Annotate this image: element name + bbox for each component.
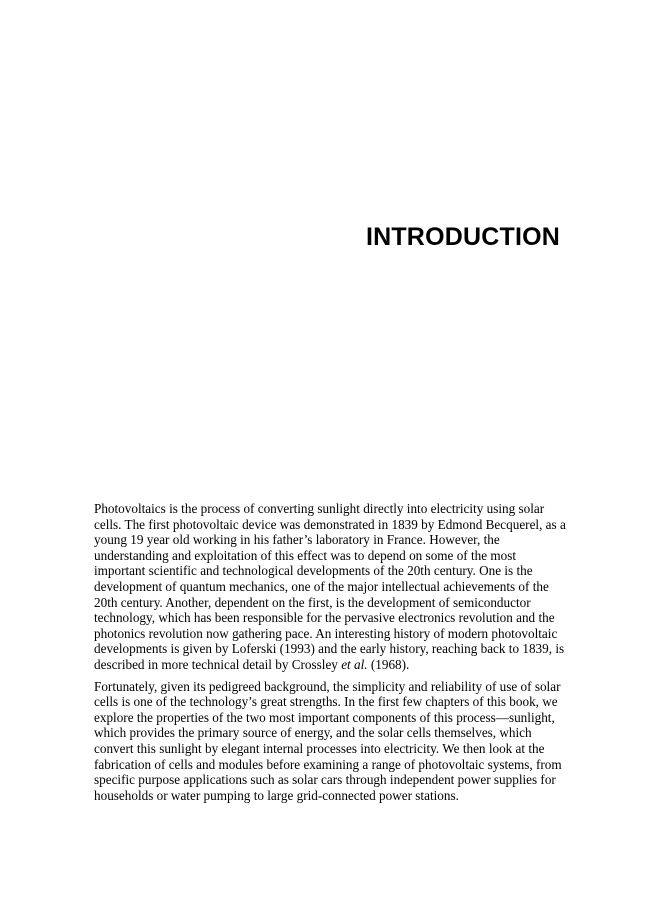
paragraph-1-text: Photovoltaics is the process of converting sunlight directly into electricity using solar cells. The first photovoltaic device was demonstrated in 1839 by Edmond Becquerel, as a young 19 year old working in his father’s laboratory in France. However, the understanding and exploitation of this effect was to depend on some of the most important scientific and technological developments of the 20th century. One is the development of quantum mechanics, one of the major intellectual achievements of the 20th century. Another, dependent on the first, is the development of semiconductor technology, which has been responsible for the pervasive electronics revolution and the photonics revolution now gathering pace. An interesting history of modern photovoltaic developments is given by Loferski (1993) and the early history, reaching back to 1839, is described in more technical detail by Crossley (94, 501, 566, 672)
paragraph-1-italic: et al. (341, 656, 368, 672)
paragraph-1-citation-year: (1968). (367, 656, 410, 672)
paragraph-2: Fortunately, given its pedigreed background, the simplicity and reliability of use of solar cells is one of the technology’s great strengths. In the first few chapters of this book, we explore the properties of the two most important components of this process—sunlight, which provides the primary source of energy, and the solar cells themselves, which convert this sunlight by elegant internal processes into electricity. We then look at the fabrication of cells and modules before examining a range of photovoltaic systems, from specific purpose applications such as solar cars through independent power supplies for households or water pumping to large grid-connected power stations. (94, 678, 562, 803)
chapter-title: INTRODUCTION (365, 223, 560, 251)
paragraph-1 (94, 501, 566, 673)
body-text (94, 501, 566, 809)
